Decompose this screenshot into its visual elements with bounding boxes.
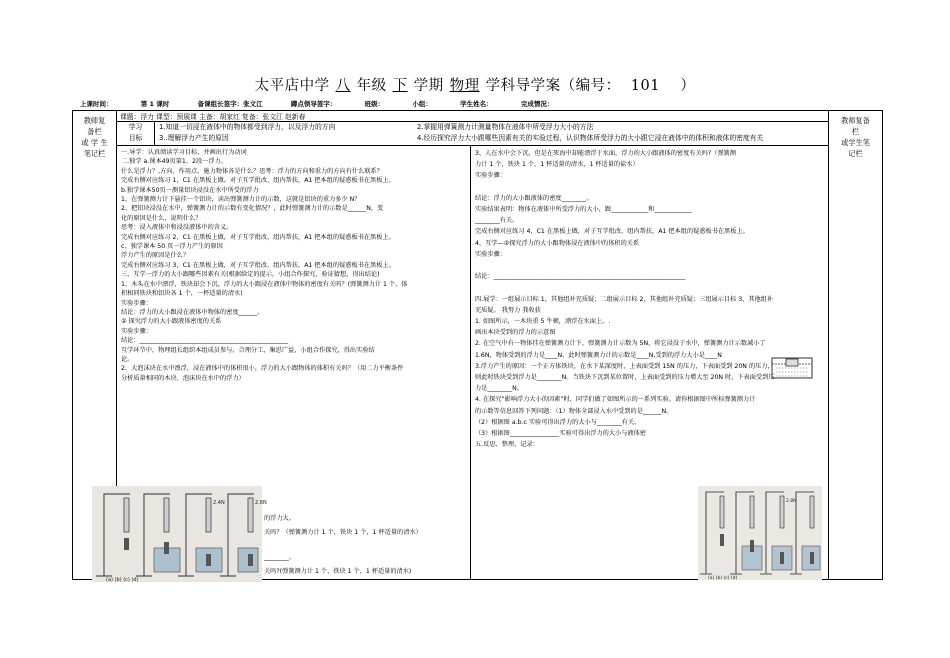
right-text-line: 4. 在探究“影响浮力大小的因素”时，同学们做了如图所示的一系列实验。请你根据图中所标弹簧测力计 (475, 396, 756, 404)
left-text-line: 实验步骤： (121, 327, 152, 335)
info-class: 班级： (364, 100, 385, 108)
right-text-line: 的示数等信息回答下列问题：（1）物体全部浸入水中受到的是______N。 (475, 407, 673, 415)
goal-2: 2.掌握用弹簧测力计测量物体在液体中所受浮力大小的方法 (417, 123, 594, 131)
right-text-line: 结论：浮力的大小跟液体的密度________。 (475, 194, 593, 202)
right-photo-reading-c: 2.8N (786, 499, 797, 504)
right-text-line: （3）根据图________________实验可得出浮力的大小与液体密 (475, 430, 646, 438)
right-text-line: 五.反思、整理、记录： (475, 441, 539, 449)
experiment-photo-right (698, 486, 822, 580)
right-text-line: （2）根据图 a.b.c 实验可得出浮力的大小与________有关。 (475, 418, 641, 426)
info-class-time: 上课时间： (80, 100, 113, 108)
topic-row: 课题：浮力 课型：预展课 主备：胡家红 复备：张文江 赵新春 (117, 111, 829, 122)
experiment-photo-left (92, 486, 267, 583)
right-text-line: 四.展学：一组展示目标 1，其他组补充质疑；二组展示目标 2，其他组补充质疑；三组展示目标 3，其他组补 (475, 295, 774, 303)
left-photo-reading-c: 2.4N (213, 500, 225, 506)
left-text-line: ② 探究浮力的大小跟液体密度的关系 (121, 318, 222, 326)
left-photo-reading-d: 2.8N (255, 500, 267, 506)
left-text-line: 什么是浮力？,方向、作用点、施力物体各是什么？思考：浮力的方向和重力的方向有什么联系？ (121, 167, 383, 175)
right-photo-caption: (a) (b) (c) (d) (708, 576, 738, 581)
left-text-line: c、独学课本 50 页一浮力产生的原因 (121, 243, 223, 251)
goal-4: 4.经历探究浮力大小跟哪些因素有关的实验过程，认识物体所受浮力的大小跟它浸在液体中的体积和液体的密度有关 (417, 134, 764, 142)
info-period: 第 1 课时 (140, 100, 170, 108)
info-completion: 完成情况： (520, 100, 554, 108)
info-line (80, 99, 579, 108)
left-text-line: 1、在弹簧测力计下悬挂一个铝块，读出弹簧测力计的示数，这就是铝块的重力多少 N？ (121, 196, 361, 204)
left-text-line: 结论：浮力的大小跟浸在液体中物体的密度______。 (121, 308, 264, 316)
right-text-line: 3.浮力产生的原因：一个正方体铁块，在水下某深度时，上表面受到 15N 的压力，下表面受到 20N 的压力， (475, 362, 774, 370)
right-text-line: 实验结果表明：物体在液体中所受浮力的大小，跟____________和____________ (475, 206, 692, 213)
left-text-line: 2、大泡沫块在水中漂浮，浸在液体中的体积很小，浮力的大小跟物体的体积有关吗？（用二力平衡条件 (121, 365, 404, 373)
right-text-line: 力是________N。 (475, 385, 523, 393)
left-text-line: 分析质量相同的木块、泡沫块在水中的浮力） (121, 374, 245, 382)
left-photo-caption: (a) (b) (c) (d) (106, 577, 139, 583)
left-notes-column: 教师复 备栏 或 学 生 笔记栏 (73, 111, 117, 580)
left-text-line: 二.独学 a.课本49页第1、2段一浮力。 (121, 158, 227, 166)
left-text-line: 1、木头在水中漂浮，铁块却会下沉，浮力的大小跟浸在液体中物体的密度有关吗？(弹簧测力计 1 个，体 (121, 280, 408, 288)
left-text-line: 一.导学：认真阅读学习目标，并画出行为动词 (121, 149, 247, 156)
right-text-line: 则此时铁块受到浮力是________N。当铁块下沉到某位置时，上表面受到的压力增大至 20N 时，下表面受到压 (475, 374, 775, 382)
right-notes-column: 教师复备 栏 或学生笔 记栏 (829, 111, 883, 580)
left-text-line: 思考：浸入液体中和浸没液体中的含义。 (121, 224, 233, 232)
left-bottom-line-b: 关吗？（弹簧测力计 1 个，铁块 1 个，1 杯适量的清水） (264, 529, 422, 536)
left-text-line: 积相同铁块和铝块各 1 个，一杯适量的清水) (121, 290, 243, 298)
goal-1: 1.知道一切浸在液体中的物体都受到浮力，以及浮力的方向 (159, 123, 336, 131)
info-group-leader: 备课组长签字：张文江 (197, 100, 263, 108)
left-text-line: 互学环节中，物理组长组织本组成员参与，合理分工，集思广益，小组合作探究，得出实验结 (121, 346, 375, 354)
right-text-line: 实验步骤： (475, 172, 506, 180)
right-text-line: 4、互学—②探究浮力的大小跟物体浸在液体中的体积的关系 (475, 239, 640, 247)
goal-3: 3..理解浮力产生的原因 (159, 134, 229, 142)
goals-cell (155, 122, 829, 146)
right-text-line: 充质疑。 我努力 我收获 (475, 306, 541, 314)
left-text-line: 2、把铝块浸没在水中，弹簧测力计的示数有变化情况？，此时弹簧测力计的示数是______N，变 (121, 205, 384, 213)
left-bottom-line-d: 关吗?(弹簧测力计 1 个，铁块 1 个，1 杯适量的清水) (264, 568, 412, 575)
left-text-line: 实验步骤： (121, 299, 152, 307)
left-text-line: 论。 (121, 355, 134, 363)
floating-block-figure (770, 352, 814, 380)
left-text-line: 完成右侧对应练习 1，C1 在黑板上做。对子互学批改，组内帮扶，A1 把本组的疑惑板书在黑板上。 (121, 177, 395, 185)
right-text-line (475, 282, 826, 293)
right-text-line: 结论：______________________________________________________________ (475, 273, 686, 281)
left-text-line: 完成右侧对应练习 2，C1 在黑板上做，对子互学批改，组内帮扶，A1 把本组的疑惑板书在黑板上。 (121, 233, 395, 241)
left-text-line: 化的原因是什么，说明什么？ (121, 214, 202, 222)
right-text-line: 1. 如图所示，一木块重 5 牛顿，漂浮在水面上。. (475, 318, 611, 325)
goals-label: 学习 目标 (117, 122, 155, 146)
left-bottom-line-c: ________。 (264, 554, 295, 561)
info-student-name: 学生姓名： (460, 100, 493, 108)
right-text-line: 力计 1 个，铁块 1 个，1 杯适量的清水，1 杯适量的盐水） (475, 161, 639, 169)
info-group: 小组： (412, 100, 432, 108)
document-title: 太平店中学 八 年级 下 学期 物理 学科导学案（编号： 101 ） (254, 78, 696, 94)
right-text-line: 画出本块受到的浮力的示意图 (475, 329, 556, 337)
right-text-line: ________有关。 (475, 217, 519, 225)
right-text-line: 3、人在水中会下沉，但是在死海中却能漂浮于水面，浮力的大小跟液体的密度有关吗?（弹簧测 (475, 150, 736, 157)
right-text-line: 完成右侧对应练习 4，C1 在黑板上做，对子互学批改，组内帮扶，A1 把本组的疑惑板书在黑板上。 (475, 228, 749, 236)
right-text-line: 2. 在空气中有一物体挂在弹簧测力计下，弹簧测力计示数为 5N，将它浸没于水中，弹簧测力计示数减小了 (475, 340, 766, 348)
left-text-line: 三，互学一浮力的大小跟哪些因素有关(根据给定的提示，小组合作探究，验证猜想，得出结论) (121, 271, 380, 279)
left-bottom-line-a: 的浮力大。 (264, 515, 295, 522)
right-text-line (475, 182, 826, 193)
right-text-line: 1.6N，物体受到的浮力是____N，此时弹簧测力计的示数是____N,受到的浮力大小是____N (475, 351, 722, 359)
left-text-line: 结论：________________________________________________ (121, 337, 289, 345)
right-text-line (475, 260, 826, 271)
left-text-line: 浮力产生的原因是什么？ (121, 252, 190, 260)
left-text-line: b.独学课本50页一测量铝块浸没在水中所受的浮力 (121, 186, 259, 194)
right-text-line: 实验步骤： (475, 250, 506, 258)
info-leader-sign: 蹲点领导签字： (290, 100, 337, 108)
left-text-line: 完成右侧对应练习 3，C1 在黑板上做，对子互学批改，组内帮扶，A1 把本组的疑惑板书在黑板上。 (121, 261, 395, 269)
